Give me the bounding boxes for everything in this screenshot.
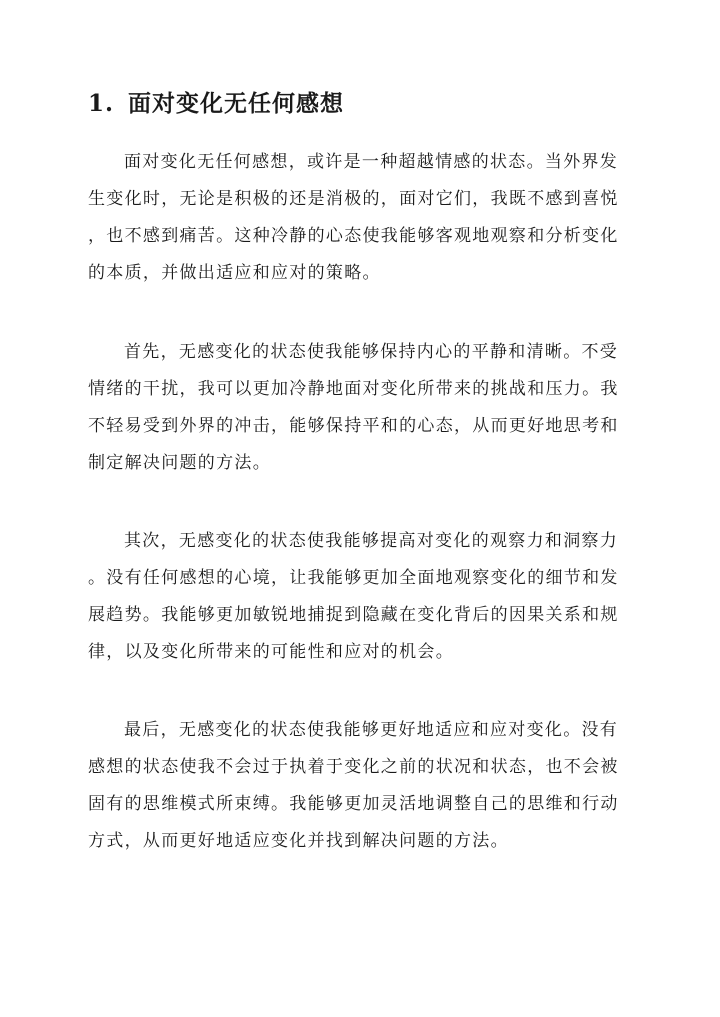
paragraph-line: 方式，从而更好地适应变化并找到解决问题的方法。 <box>88 831 509 851</box>
paragraph-line: 制定解决问题的方法。 <box>88 453 271 473</box>
paragraph-line: 生变化时，无论是积极的还是消极的，面对它们，我既不感到喜悦 <box>88 189 619 209</box>
paragraph-line: 最后，无感变化的状态使我能够更好地适应和应对变化。没有 <box>124 720 619 740</box>
paragraph-line: ，也不感到痛苦。这种冷静的心态使我能够客观地观察和分析变化 <box>88 226 619 246</box>
paragraph-line: 展趋势。我能够更加敏锐地捕捉到隐藏在变化背后的因果关系和规 <box>88 605 619 625</box>
section-number: 1. <box>88 90 115 117</box>
paragraph-line: 首先，无感变化的状态使我能够保持内心的平静和清晰。不受 <box>124 342 619 362</box>
paragraph-3 <box>88 523 636 671</box>
paragraph-line: 的本质，并做出适应和应对的策略。 <box>88 263 381 283</box>
paragraph-line: 不轻易受到外界的冲击，能够保持平和的心态，从而更好地思考和 <box>88 416 619 436</box>
paragraph-line: 。没有任何感想的心境，让我能够更加全面地观察变化的细节和发 <box>88 568 619 588</box>
paragraph-2 <box>88 334 636 482</box>
paragraph-line: 感想的状态使我不会过于执着于变化之前的状况和状态，也不会被 <box>88 757 619 777</box>
paragraph-4 <box>88 712 636 860</box>
section-heading <box>88 86 344 122</box>
paragraph-line: 情绪的干扰，我可以更加冷静地面对变化所带来的挑战和压力。我 <box>88 379 619 399</box>
paragraph-1 <box>88 144 636 292</box>
paragraph-line: 律，以及变化所带来的可能性和应对的机会。 <box>88 642 454 662</box>
paragraph-line: 面对变化无任何感想，或许是一种超越情感的状态。当外界发 <box>124 152 619 172</box>
paragraph-line: 其次，无感变化的状态使我能够提高对变化的观察力和洞察力 <box>124 531 619 551</box>
section-title: 面对变化无任何感想 <box>128 90 345 117</box>
paragraph-line: 固有的思维模式所束缚。我能够更加灵活地调整自己的思维和行动 <box>88 794 619 814</box>
